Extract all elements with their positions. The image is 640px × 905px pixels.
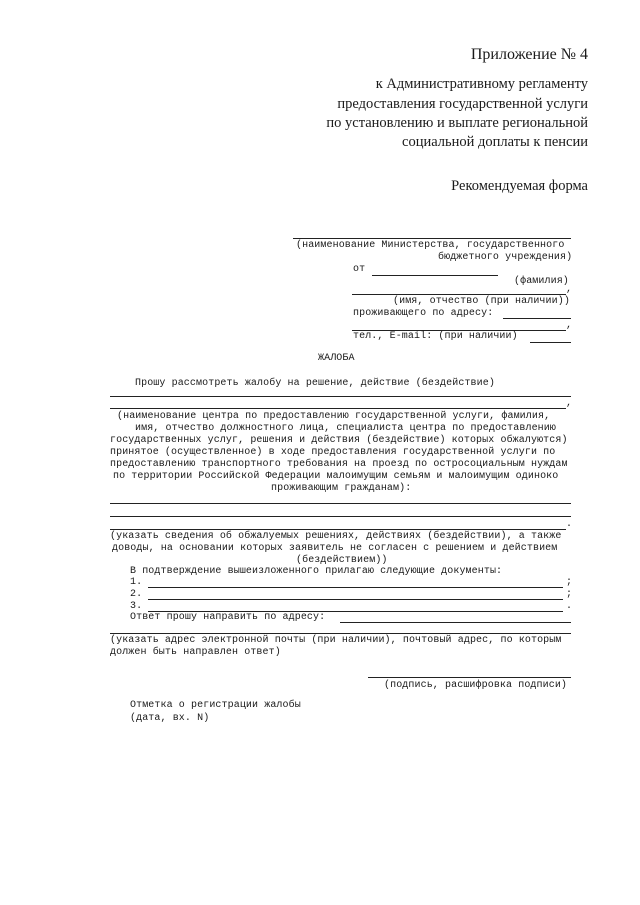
recommended-form-note: Рекомендуемая форма <box>451 178 588 194</box>
surname-line[interactable] <box>352 287 571 288</box>
signature-caption: (подпись, расшифровка подписи) <box>384 680 568 691</box>
name-caption: (имя, отчество (при наличии)) <box>393 296 570 307</box>
details-line-3[interactable] <box>110 529 566 530</box>
complaint-line-2[interactable] <box>110 408 566 409</box>
appendix-line-5: социальной доплаты к пенсии <box>402 134 588 150</box>
caption-1-line-3: государственных услуг, решения и действия (бездействие) которых обжалуются) <box>110 435 568 446</box>
appendix-line-4: по установлению и выплате региональной <box>326 115 588 131</box>
document-title: ЖАЛОБА <box>318 353 355 364</box>
document-item-1-line[interactable] <box>148 587 563 588</box>
caption-2-line-3: (бездействием)) <box>296 555 388 566</box>
response-caption-2: должен быть направлен ответ) <box>110 647 281 658</box>
documents-intro: В подтверждение вышеизложенного прилагаю следующие документы: <box>130 566 503 577</box>
details-line-2[interactable] <box>110 516 571 517</box>
document-item-2-number: 2. <box>130 589 143 600</box>
caption-1-line-4: принятое (осуществленное) в ходе предоставления государственной услуги по <box>110 447 556 458</box>
ministry-caption-1: (наименование Министерства, государственного <box>296 240 565 251</box>
response-caption-1: (указать адрес электронной почты (при наличии), почтовый адрес, по которым <box>110 635 562 646</box>
from-label: от <box>353 264 366 275</box>
ministry-line[interactable] <box>293 238 571 239</box>
appendix-line-3: предоставления государственной услуги <box>337 96 588 112</box>
response-label: Ответ прошу направить по адресу: <box>130 612 326 623</box>
caption-1-line-5: предоставлению транспортного требования на проезд по остросоциальным нуждам <box>110 459 568 470</box>
signature-line[interactable] <box>368 677 571 678</box>
contacts-line[interactable] <box>530 342 571 343</box>
address-line-1[interactable] <box>503 318 571 319</box>
document-item-2-line[interactable] <box>148 599 563 600</box>
document-item-1-semicolon: ; <box>566 577 573 588</box>
details-line-3-period: . <box>566 519 573 530</box>
name-line-comma: , <box>566 284 573 295</box>
document-item-2-semicolon: ; <box>566 589 573 600</box>
surname-caption: (фамилия) <box>514 276 569 287</box>
document-item-1-number: 1. <box>130 577 143 588</box>
document-item-3-number: 3. <box>130 601 143 612</box>
caption-1-line-2: имя, отчество должностного лица, специалиста центра по предоставлению <box>135 423 556 434</box>
caption-1-line-6: по территории Российской Федерации малоимущим семьям и малоимущим одиноко <box>113 471 559 482</box>
complaint-intro: Прошу рассмотреть жалобу на решение, действие (бездействие) <box>135 378 495 389</box>
registration-label: Отметка о регистрации жалобы <box>130 700 301 711</box>
response-line-2[interactable] <box>110 633 571 634</box>
caption-1-line-7: проживающим гражданам): <box>271 483 412 494</box>
document-item-3-period: . <box>566 601 573 612</box>
caption-2-line-2: доводы, на основании которых заявитель не согласен с решением и действием <box>112 543 558 554</box>
caption-2-line-1: (указать сведения об обжалуемых решениях, действиях (бездействии), а также <box>110 531 562 542</box>
ministry-caption-2: бюджетного учреждения) <box>438 252 573 263</box>
details-line-1[interactable] <box>110 503 571 504</box>
contacts-label: тел., E-mail: (при наличии) <box>353 331 518 342</box>
response-line-1[interactable] <box>340 622 571 623</box>
residing-label: проживающего по адресу: <box>353 308 494 319</box>
registration-date-label: (дата, вх. N) <box>130 713 210 724</box>
complaint-line-1[interactable] <box>110 396 571 397</box>
appendix-number: Приложение № 4 <box>470 46 588 63</box>
caption-1-line-1: (наименование центра по предоставлению государственной услуги, фамилия, <box>117 411 551 422</box>
address-line-comma: , <box>566 320 573 331</box>
name-line[interactable] <box>352 294 566 295</box>
from-line[interactable] <box>372 275 498 276</box>
appendix-line-2: к Административному регламенту <box>375 76 588 92</box>
complaint-line-2-comma: , <box>566 398 573 409</box>
